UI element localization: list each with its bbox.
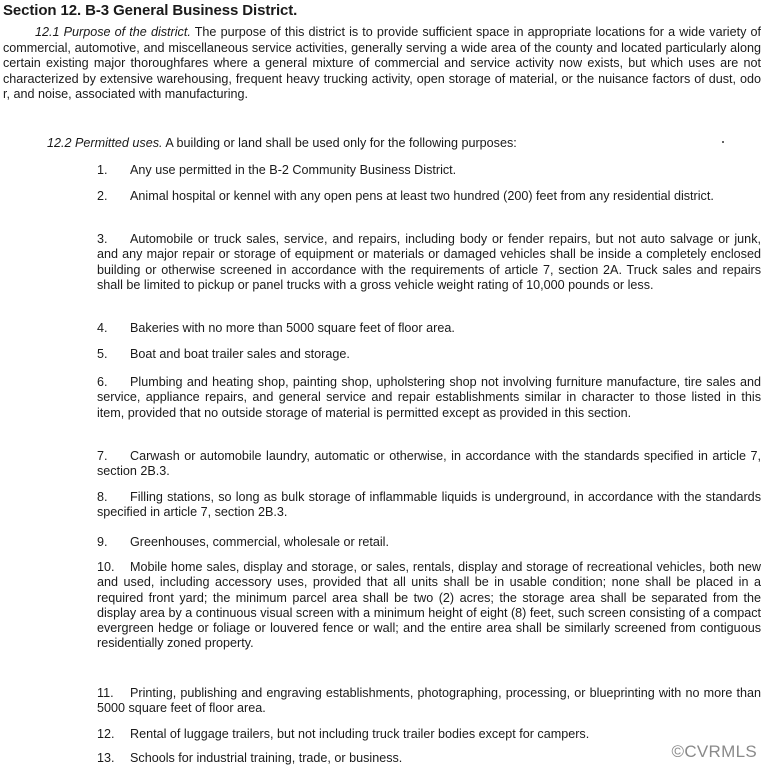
list-item: 7. Carwash or automobile laundry, automatic or otherwise, in accordance with the standards specified in article 7, section 2B.3. xyxy=(97,449,761,479)
list-item: 13. Schools for industrial training, trade, or business. xyxy=(97,751,403,765)
list-item: 3. Automobile or truck sales, service, and repairs, including body or fender repairs, but not auto salvage or junk, and any major repair or storage of equipment or materials or damaged vehicles shall be inside a completely enclosed building or otherwise screened in accordance with the requirements of article 7, section 2A. Truck sales and repairs shall be limited to pickup or panel trucks with a gross vehicle weight rating of 10,000 pounds or less. xyxy=(97,232,761,292)
list-item: 6. Plumbing and heating shop, painting shop, upholstering shop not involving furniture manufacture, tire sales and service, appliance repairs, and general service and repair establishments similar in character to those listed in this item, provided that no outside storage of material is permitted except as provided in this section. xyxy=(97,375,761,420)
cvrmls-watermark: ©CVRMLS xyxy=(671,742,757,761)
purpose-paragraph xyxy=(3,25,761,103)
scan-speck xyxy=(722,141,724,143)
permitted-uses-heading: 12.2 Permitted uses. xyxy=(47,136,163,150)
list-item: 10. Mobile home sales, display and storage, or sales, rentals, display and storage of recreational vehicles, both new and used, including accessory uses, provided that all units shall be in usable condition; none shall be placed in a required front yard; the minimum parcel area shall be two (2) acres; the storage area shall be separated from the display area by a continuous visual screen with a minimum height of eight (8) feet, such screen consisting of a compact evergreen hedge or foliage or louvered fence or wall; and the entire area shall be similarly screened from contiguous residentially zoned property. xyxy=(97,560,761,651)
list-item: 9. Greenhouses, commercial, wholesale or retail. xyxy=(97,535,389,549)
list-item: 8. Filling stations, so long as bulk storage of inflammable liquids is underground, in accordance with the standards specified in article 7, section 2B.3. xyxy=(97,490,761,520)
section-title: Section 12. B-3 General Business District. xyxy=(3,2,298,19)
list-item: 4. Bakeries with no more than 5000 square feet of floor area. xyxy=(97,321,455,335)
purpose-text: The purpose of this district is to provide sufficient space in appropriate locations for a wide variety of commercial, automotive, and miscellaneous service activities, generally serving a wide area of the county and located particularly along certain existing major thoroughfares where a general mixture of commercial and service activity now exists, but which uses are not characterized by extensive warehousing, frequent heavy trucking activity, open storage of material, or the nuisance factors of dust, odo r, and noise, associated with manufacturing. xyxy=(3,25,761,102)
purpose-heading: 12.1 Purpose of the district. xyxy=(35,25,191,39)
list-item: 5. Boat and boat trailer sales and storage. xyxy=(97,347,350,361)
permitted-uses-text: A building or land shall be used only for the following purposes: xyxy=(165,136,517,150)
list-item: 1. Any use permitted in the B-2 Community Business District. xyxy=(97,163,457,177)
permitted-uses-paragraph xyxy=(47,136,747,152)
list-item: 2. Animal hospital or kennel with any open pens at least two hundred (200) feet from any residential district. xyxy=(97,189,714,203)
list-item: 12. Rental of luggage trailers, but not including truck trailer bodies except for campers. xyxy=(97,727,590,741)
list-item: 11. Printing, publishing and engraving establishments, photographing, processing, or blueprinting with no more than 5000 square feet of floor area. xyxy=(97,686,761,716)
